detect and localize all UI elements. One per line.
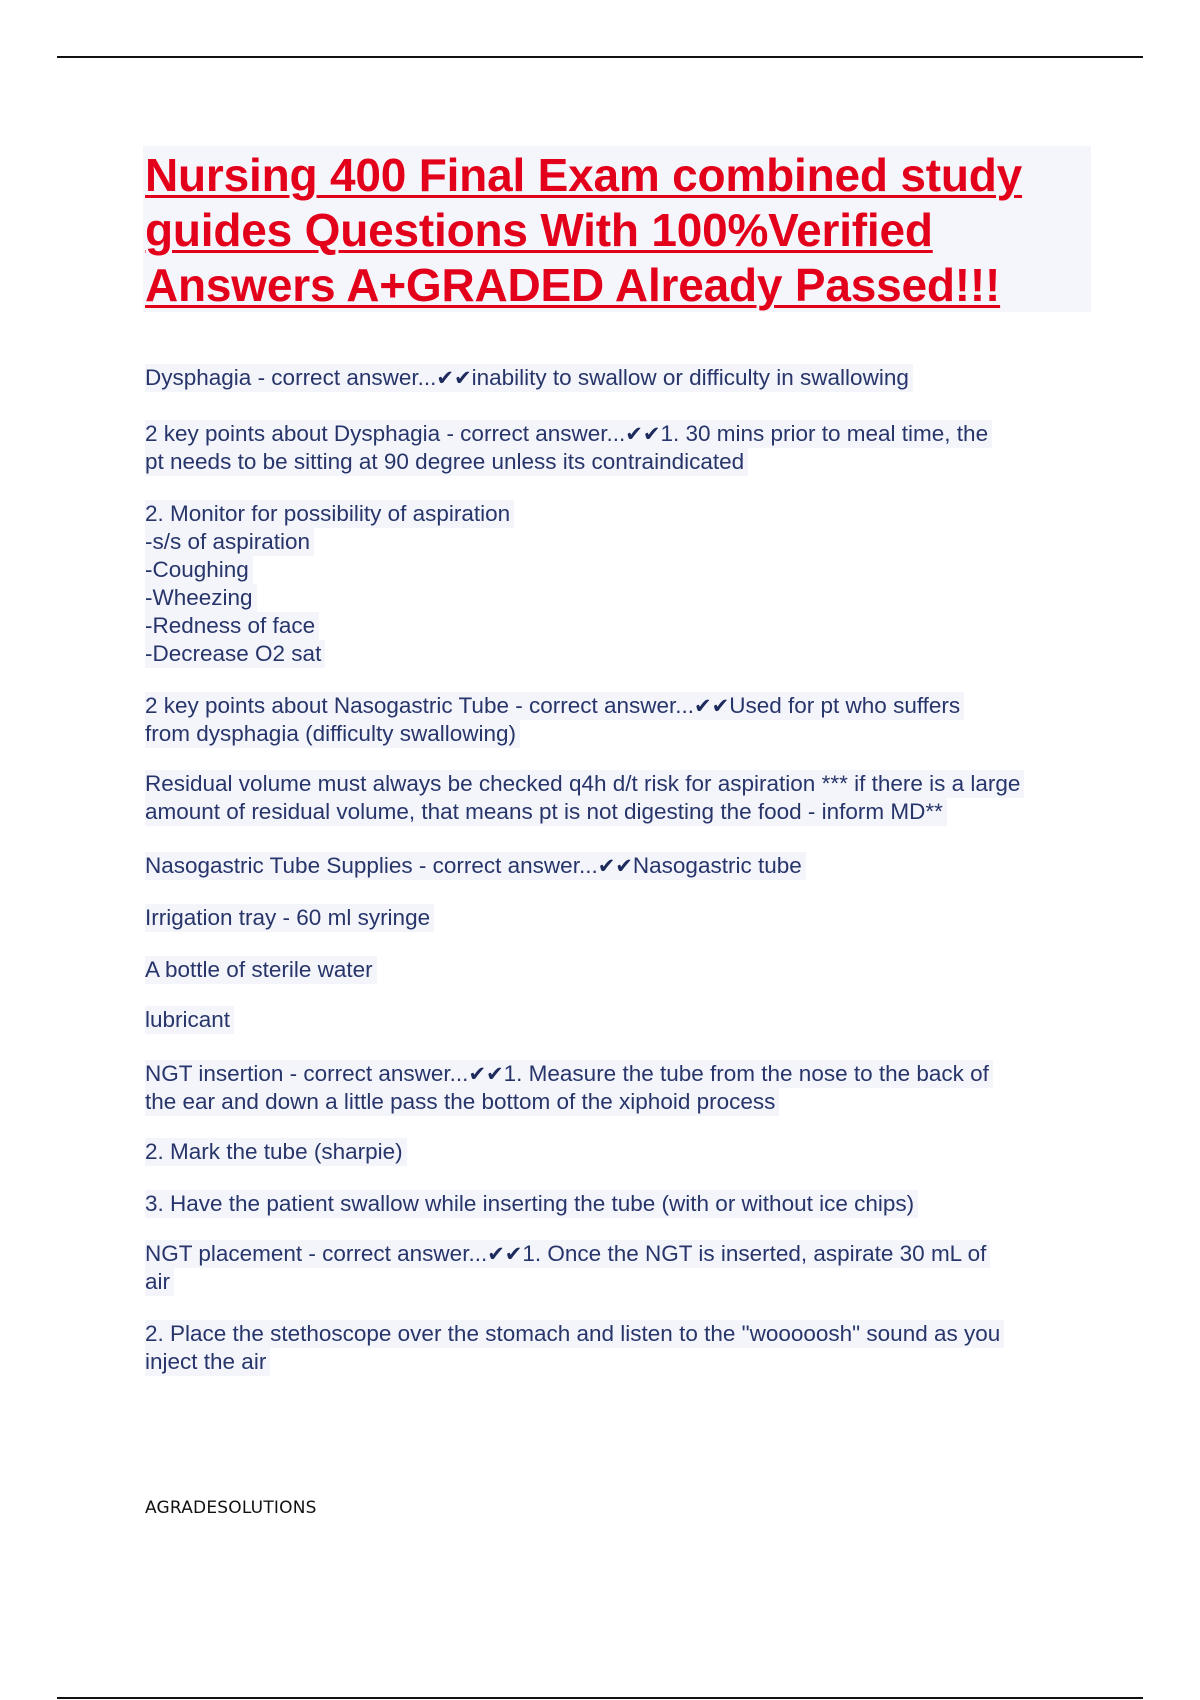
question-text: Dysphagia - correct answer... <box>145 365 437 390</box>
study-entry <box>145 1240 1105 1296</box>
question-text: NGT insertion - correct answer... <box>145 1061 469 1086</box>
study-entry <box>145 852 1105 880</box>
title-block <box>143 146 1091 312</box>
study-entry <box>145 904 1105 932</box>
study-entry <box>145 420 1105 476</box>
double-check-icon: ✔✔ <box>487 1242 523 1266</box>
entry-line <box>145 612 1105 640</box>
entry-line <box>145 556 1105 584</box>
entry-line-text: -Wheezing <box>145 584 257 612</box>
study-entry <box>145 364 1105 392</box>
entry-line <box>145 420 1105 448</box>
double-check-icon: ✔✔ <box>625 422 661 446</box>
entry-line-text: -Redness of face <box>145 612 319 640</box>
entry-line-text: -Coughing <box>145 556 253 584</box>
entry-line-text: Residual volume must always be checked q4h d/t risk for aspiration *** if there is a large <box>145 770 1024 798</box>
double-check-icon: ✔✔ <box>436 366 472 390</box>
study-entry <box>145 770 1105 826</box>
entry-line <box>145 904 1105 932</box>
study-entry <box>145 692 1105 748</box>
answer-text: 1. 30 mins prior to meal time, the <box>660 421 989 446</box>
bottom-rule <box>57 1697 1143 1699</box>
entry-line <box>145 1006 1105 1034</box>
title-line: Nursing 400 Final Exam combined study <box>145 149 1023 201</box>
entry-line-text: -Decrease O2 sat <box>145 640 325 668</box>
entry-line <box>145 770 1105 798</box>
entry-line <box>145 1240 1105 1268</box>
question-text: 2 key points about Nasogastric Tube - correct answer... <box>145 693 695 718</box>
study-entry <box>145 956 1105 984</box>
answer-text: inability to swallow or difficulty in swallowing <box>471 365 909 390</box>
entry-line <box>145 364 1105 392</box>
entry-line-text <box>145 364 913 392</box>
entry-line <box>145 1268 1105 1296</box>
title-line: Answers A+GRADED Already Passed!!! <box>145 259 1001 311</box>
entry-line-text: 2. Mark the tube (sharpie) <box>145 1138 407 1166</box>
entry-line <box>145 1190 1105 1218</box>
double-check-icon: ✔✔ <box>597 854 633 878</box>
question-text: 2 key points about Dysphagia - correct answer... <box>145 421 626 446</box>
title-line: guides Questions With 100%Verified <box>145 204 933 256</box>
entry-line-text: 3. Have the patient swallow while inserting the tube (with or without ice chips) <box>145 1190 918 1218</box>
entry-line-text <box>145 1060 993 1088</box>
answer-text: Nasogastric tube <box>632 853 802 878</box>
entry-line-text: 2. Place the stethoscope over the stomach and listen to the "wooooosh" sound as you <box>145 1320 1004 1348</box>
study-entry <box>145 1190 1105 1218</box>
entry-line <box>145 1348 1105 1376</box>
study-entry <box>145 500 1105 668</box>
entry-line <box>145 852 1105 880</box>
answer-text: 1. Measure the tube from the nose to the back of <box>503 1061 989 1086</box>
study-entry <box>145 1320 1105 1376</box>
entry-line <box>145 1088 1105 1116</box>
study-entry <box>145 1006 1105 1034</box>
question-text: Nasogastric Tube Supplies - correct answer... <box>145 853 598 878</box>
entry-line-text <box>145 692 964 720</box>
question-text: NGT placement - correct answer... <box>145 1241 488 1266</box>
entry-line <box>145 528 1105 556</box>
entry-line-text: the ear and down a little pass the bottom of the xiphoid process <box>145 1088 779 1116</box>
entry-line <box>145 1060 1105 1088</box>
footer-watermark: AGRADESOLUTIONS <box>145 1498 317 1518</box>
document-body <box>145 340 1105 1376</box>
entry-line-text <box>145 420 992 448</box>
study-entry <box>145 1060 1105 1116</box>
top-rule <box>57 56 1143 58</box>
entry-line-text: from dysphagia (difficulty swallowing) <box>145 720 520 748</box>
entry-line-text: -s/s of aspiration <box>145 528 314 556</box>
entry-line-text <box>145 852 806 880</box>
entry-line <box>145 956 1105 984</box>
entry-line <box>145 448 1105 476</box>
double-check-icon: ✔✔ <box>694 694 730 718</box>
entry-line-text: air <box>145 1268 174 1296</box>
entry-line-text: A bottle of sterile water <box>145 956 377 984</box>
document-title <box>143 146 1091 313</box>
study-entry <box>145 1138 1105 1166</box>
entry-line-text: inject the air <box>145 1348 270 1376</box>
entry-line-text: Irrigation tray - 60 ml syringe <box>145 904 434 932</box>
answer-text: Used for pt who suffers <box>729 693 961 718</box>
entry-line <box>145 500 1105 528</box>
entry-line <box>145 692 1105 720</box>
entry-line <box>145 1138 1105 1166</box>
entry-line <box>145 1320 1105 1348</box>
entry-line-text: pt needs to be sitting at 90 degree unless its contraindicated <box>145 448 748 476</box>
entry-line-text: 2. Monitor for possibility of aspiration <box>145 500 514 528</box>
entry-line-text: lubricant <box>145 1006 234 1034</box>
double-check-icon: ✔✔ <box>468 1062 504 1086</box>
entry-line-text <box>145 1240 990 1268</box>
entry-line <box>145 584 1105 612</box>
entry-line-text: amount of residual volume, that means pt is not digesting the food - inform MD** <box>145 798 947 826</box>
answer-text: 1. Once the NGT is inserted, aspirate 30 mL of <box>522 1241 987 1266</box>
entry-line <box>145 720 1105 748</box>
entry-line <box>145 640 1105 668</box>
entry-line <box>145 798 1105 826</box>
